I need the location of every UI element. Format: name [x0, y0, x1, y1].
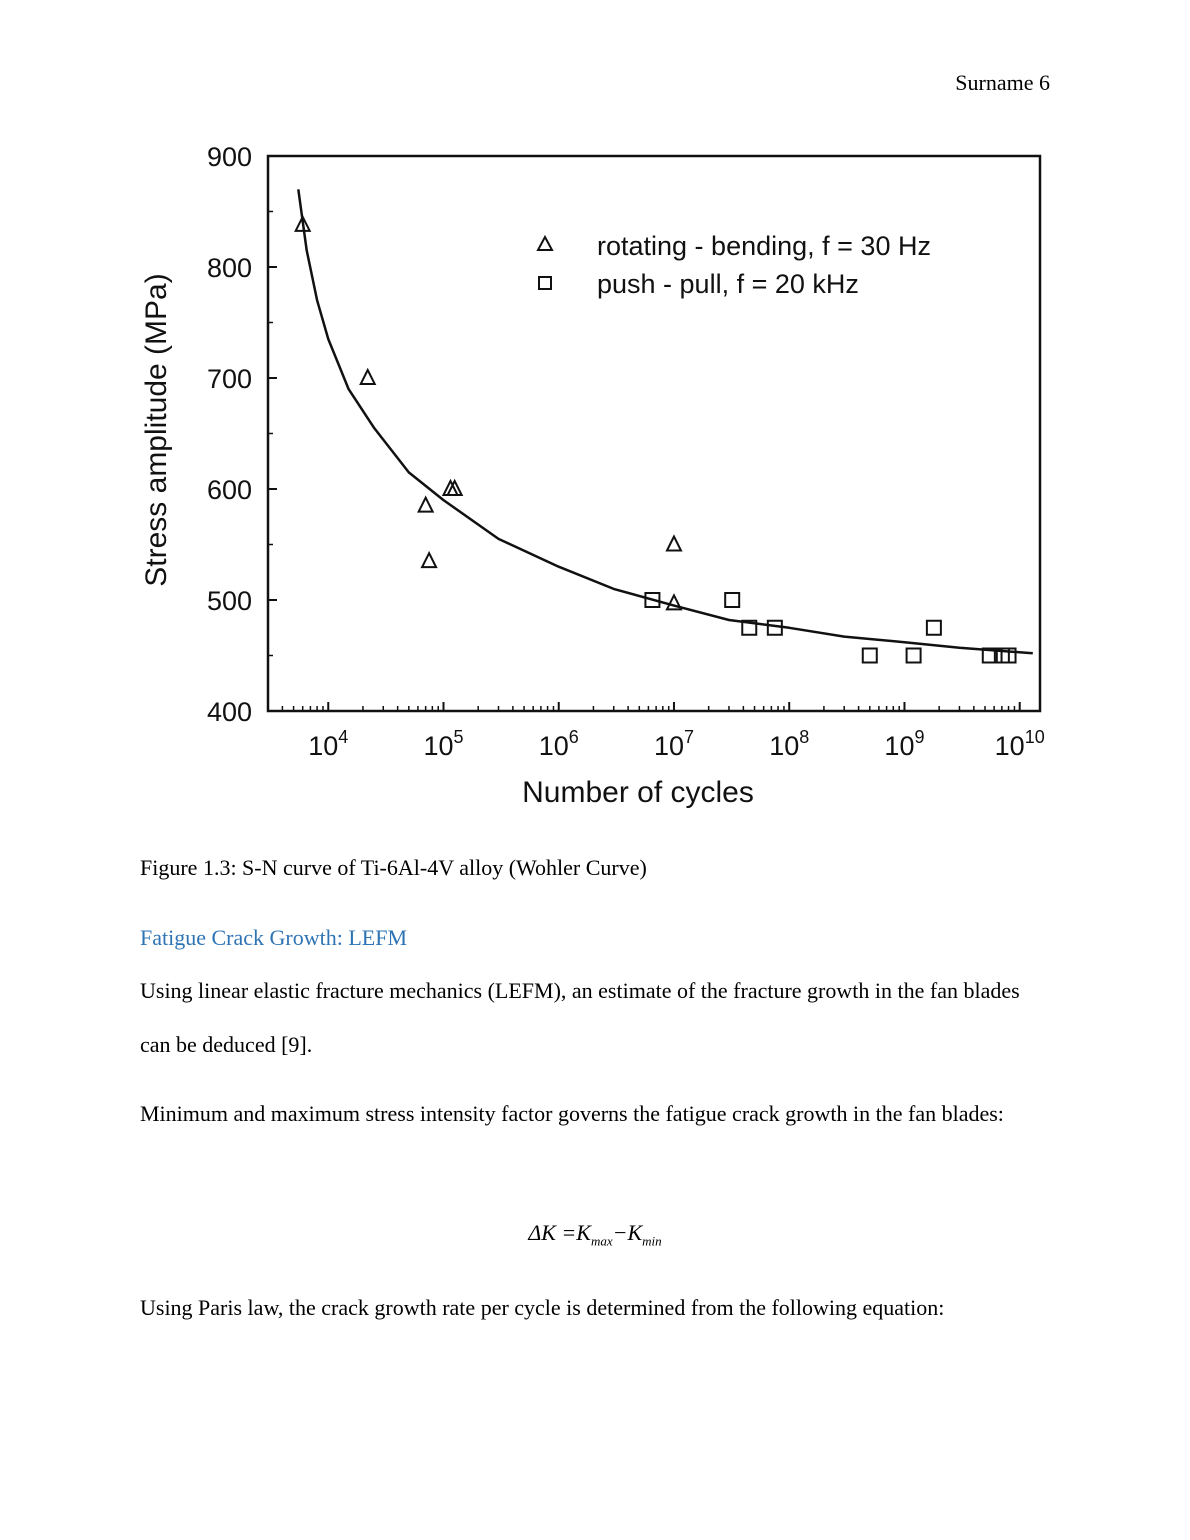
page-header: Surname 6: [955, 70, 1050, 95]
y-axis-title: Stress amplitude (MPa): [140, 273, 173, 587]
paragraph-paris-law: Using Paris law, the crack growth rate per cycle is determined from the following equation:: [140, 1295, 945, 1320]
x-tick-label: $10^8$: [769, 727, 810, 761]
triangle-point: [667, 595, 681, 609]
sn-curve-figure: [130, 130, 1060, 820]
square-point: [863, 649, 877, 663]
legend-label-push-pull: push - pull, f = 20 kHz: [597, 269, 859, 299]
eq-k2: K: [627, 1220, 643, 1245]
y-tick-label: 600: [206, 475, 252, 505]
y-tick-label: 700: [206, 364, 252, 394]
figure-caption: Figure 1.3: S-N curve of Ti-6Al-4V alloy (Wohler Curve): [140, 855, 647, 880]
legend-triangle-marker: [538, 237, 552, 250]
triangle-point: [667, 537, 681, 551]
eq-lhs: ΔK: [528, 1220, 556, 1245]
eq-equals: =: [561, 1220, 577, 1245]
y-tick-label: 900: [206, 142, 252, 172]
triangle-point: [422, 553, 436, 567]
legend: [538, 231, 931, 299]
y-tick-label: 500: [206, 586, 252, 616]
square-point: [907, 649, 921, 663]
legend-label-rotating-bending: rotating - bending, f = 30 Hz: [597, 231, 931, 261]
triangle-point: [361, 370, 375, 384]
x-tick-label: $10^9$: [884, 727, 925, 761]
sn-chart: [130, 130, 1060, 820]
y-tick-label: 800: [206, 253, 252, 283]
eq-sub-min: min: [642, 1233, 662, 1249]
x-tick-label: $10^{10}$: [994, 727, 1045, 761]
eq-k1: K: [576, 1220, 591, 1245]
x-tick-label: $10^7$: [653, 727, 695, 761]
x-tick-label: $10^5$: [423, 727, 464, 761]
x-tick-label: $10^6$: [538, 727, 579, 761]
legend-square-marker: [539, 277, 551, 289]
paragraph-lefm: Using linear elastic fracture mechanics (LEFM), an estimate of the fracture growth in the fan blades can be deduced [9].: [140, 978, 1020, 1057]
eq-minus: −: [612, 1220, 628, 1245]
section-heading: Fatigue Crack Growth: LEFM: [140, 925, 408, 950]
y-tick-label: 400: [206, 697, 252, 727]
paragraph-stress-intensity: Minimum and maximum stress intensity factor governs the fatigue crack growth in the fan blades:: [140, 1101, 1004, 1126]
square-point: [725, 593, 739, 607]
equation-delta-k: [0, 1220, 1190, 1249]
x-axis-title: Number of cycles: [522, 776, 754, 809]
triangle-point: [419, 498, 433, 512]
x-tick-label: $10^4$: [308, 727, 349, 761]
square-point: [927, 621, 941, 635]
eq-sub-max: max: [590, 1233, 613, 1249]
